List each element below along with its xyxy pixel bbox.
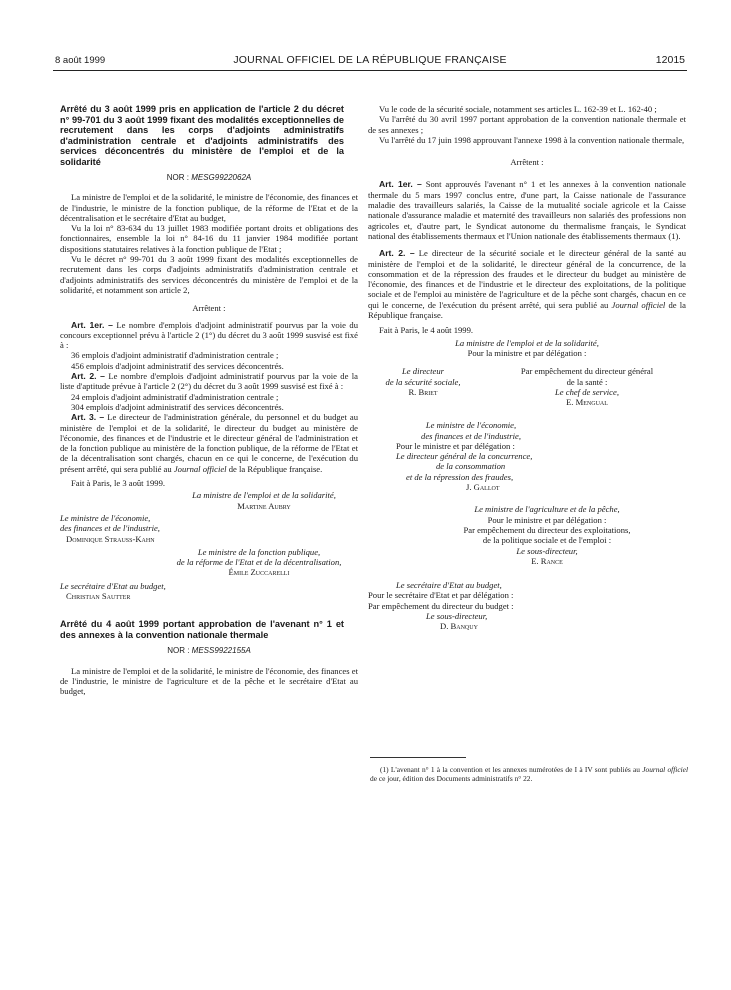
doc2-fait: Fait à Paris, le 4 août 1999. [379,325,474,336]
delegation-line: de la santé : [566,376,608,387]
signatory-name: Dominique Strauss-Kahn [66,533,155,544]
signatory-role: Le directeur général de la concurrence, [396,451,533,462]
doc2-visa-1: Vu le code de la sécurité sociale, notamment ses articles L. 162-39 et L. 162-40 ; [379,104,657,114]
article-text-end: de la République française. [368,299,686,321]
doc2-article-1 [368,179,686,241]
signatory-role: La ministre de l'emploi et de la solidarité, [192,490,336,501]
doc1-article-1 [60,320,358,351]
doc2-article-2 [368,248,686,320]
signatory-name: Émile Zuccarelli [228,567,290,578]
signatory-role: Le secrétaire d'Etat au budget, [396,580,502,591]
doc2-title: Arrêté du 4 août 1999 portant approbation de l'avenant n° 1 et des annexes à la convention nationale thermale [60,619,344,640]
doc1-signature-2 [60,513,358,544]
footnote-body: (1) L'avenant n° 1 à la convention et les annexes numérotées de I à IV sont publiés au [380,765,640,774]
signatory-role: des finances et de l'industrie, [60,523,160,534]
doc2-visa-2: Vu l'arrêté du 30 avril 1997 portant approbation de la convention nationale thermale et de ses annexes ; [368,114,686,135]
journal-officiel-ref: Journal officiel [642,765,688,774]
article-text-end: de la République française. [228,463,323,474]
doc2-signature-1 [368,338,686,359]
signatory-role: et de la répression des fraudes, [406,471,514,482]
article-label: Art. 3. – [71,412,105,423]
doc2-signature-2 [368,420,596,492]
doc2-signature-3 [368,504,686,566]
nor-code: MESS9922155A [191,646,251,656]
delegation-line: Pour le ministre et par délégation : [487,514,607,525]
signatory-name: D. Banquy [440,621,478,632]
doc1-title: Arrêté du 3 août 1999 pris en application de l'article 2 du décret n° 99-701 du 3 août 1999 fixant des modalités exceptionnelles de recrutement dans les corps d'adjoints administratifs d'administration centrale et d'adjoints administratifs des services déconcentrés du ministère de l'emploi et de la solidarité [60,104,344,167]
doc1-signature-4 [60,581,358,602]
doc1-arretent: Arrêtent : [192,303,226,314]
signatory-role: de la réforme de l'Etat et de la décentralisation, [176,557,342,568]
article-text: Sont approuvés l'avenant n° 1 et les annexes à la convention nationale thermale du 5 mars 1997 conclus entre, d'une part, la Caisse nationale de l'assurance maladie des travailleurs salariés, la Caisse de la mutualité sociale agricole et la Caisse nationale d'assurance maladie et maternité des travailleurs non salariés des professions non agricoles et, d'autre part, le Syndicat autonome du thermalisme français, le Syndicat national des établissements thermaux et l'Union nationale des établissements thermaux (1). [368,179,686,241]
article-text: Le nombre d'emplois d'adjoint administratif pourvus par la voie du concours exceptionnel prévu à l'article 2 (1°) du décret du 3 août 1999 susvisé est fixé à : [60,319,359,351]
footnote-text [370,765,688,783]
delegation-line: Pour le ministre et par délégation : [396,440,515,451]
doc1-article-2-item: 24 emplois d'adjoint administratif d'administration centrale ; [71,391,279,402]
article-text: Le directeur de l'administration générale, du personnel et du budget au ministère de l'emploi et de la solidarité, le directeur du budget au ministère de l'économie, des finances et de l'industrie et le directeur général de l'administration et de la fonction publique au ministère de la fonction publique, de la réforme de l'Etat et de la décentralisation sont chargés, chacun en ce qui le concerne, de l'exécution du présent arrêté, qui sera publié au [60,412,358,474]
signatory-role: Le sous-directeur, [426,610,488,621]
signatory-name: E. Rance [531,555,563,566]
header-page-number: 12015 [655,54,685,66]
article-label: Art. 2. – [379,248,415,259]
doc1-fait: Fait à Paris, le 3 août 1999. [71,478,166,489]
doc1-article-2 [60,371,358,392]
signatory-name: Christian Sautter [66,590,131,601]
doc2-visa-3: Vu l'arrêté du 17 juin 1998 approuvant l'annexe 1998 à la convention nationale thermale, [379,134,685,145]
footnote-end: de ce jour, édition des Documents administratifs n° 22. [370,774,533,784]
delegation-line: Pour le secrétaire d'Etat et par délégation : [368,590,514,601]
doc1-nor [60,173,358,183]
signatory-role: des finances et de l'industrie, [421,430,521,441]
delegation-line: de la politique sociale et de l'emploi : [482,535,612,546]
signatory-role: Le chef de service, [555,386,619,397]
signatory-role: Le ministre de l'économie, [60,512,151,523]
signatory-role: Le ministre de l'agriculture et de la pêche, [474,504,620,515]
page-header [55,53,685,69]
doc1-article-1-item: 36 emplois d'adjoint administratif d'administration centrale ; [71,350,279,361]
doc1-article-1-item: 456 emplois d'adjoint administratif des services déconcentrés. [71,360,284,371]
signatory-name: R. Briet [408,386,438,397]
footnote-rule [370,757,466,758]
signatory-name: E. Mengual [566,397,608,408]
doc1-signature-1 [60,490,358,511]
doc1-signature-3 [60,547,358,578]
doc1-preamble: La ministre de l'emploi et de la solidarité, le ministre de l'économie, des finances et de l'industrie, le ministre de la fonction publique, de la réforme de l'Etat et de la décentralisation et le secrétaire d'Etat au budget, [60,192,358,223]
signatory-role: La ministre de l'emploi et de la solidarité, [455,337,599,348]
signatory-role: Le ministre de la fonction publique, [197,546,321,557]
doc1-visa-1: Vu la loi n° 83-634 du 13 juillet 1983 modifiée portant droits et obligations des fonctionnaires, ensemble la loi n° 84-16 du 11 janvier 1984 modifiée portant dispositions statutaires relatives à la fonction publique de l'Etat ; [60,223,358,254]
doc1-article-3 [60,412,358,474]
delegation-line: Pour la ministre et par délégation : [467,347,587,358]
doc2-signature-1a [368,366,478,397]
signatory-role: Le directeur [402,366,444,377]
article-text: Le nombre d'emplois d'adjoint administratif pourvus par la voie de la liste d'aptitude prévue à l'article 2 (2°) du décret du 3 août 1999 susvisé est fixé à : [60,371,358,392]
header-journal-title: JOURNAL OFFICIEL DE LA RÉPUBLIQUE FRANÇAISE [233,54,507,66]
signatory-role: Le ministre de l'économie, [425,420,517,431]
signatory-name: J. Gallot [466,482,500,493]
nor-label: NOR : [166,173,189,182]
doc2-preamble: La ministre de l'emploi et de la solidarité, le ministre de l'économie, des finances et de l'industrie, le ministre de l'agriculture et de la pêche et le secrétaire d'Etat au budget, [60,665,358,697]
article-label: Art. 1er. – [379,179,422,190]
article-text: Le directeur de la sécurité sociale et le directeur général de la santé au ministère de l'emploi et de la solidarité, le directeur général de la concurrence, de la consommation et de la répression des fraudes et le directeur du budget au ministère de l'économie, des finances et de l'industrie et le directeur des exploitations, de la politique sociale et de l'emploi au ministère de l'agriculture et de la pêche sont chargés, chacun en ce qui le concerne, de l'exécution du présent arrêté, qui sera publié au [368,248,686,310]
signatory-role: Le secrétaire d'Etat au budget, [60,580,166,591]
doc2-signature-4 [368,580,598,631]
delegation-line: Par empêchement du directeur du budget : [368,600,514,611]
journal-officiel-ref: Journal officiel [173,463,227,474]
signatory-name: Martine Aubry [237,500,291,511]
nor-code: MESG9922062A [191,173,252,182]
signatory-role: Le sous-directeur, [516,545,578,556]
signatory-role: de la consommation [436,461,506,472]
doc2-arretent: Arrêtent : [510,157,544,168]
header-rule [53,70,687,71]
doc2-signature-1b [484,366,690,407]
article-label: Art. 2. – [71,371,105,382]
header-date: 8 août 1999 [55,55,106,66]
delegation-line: Par empêchement du directeur des exploitations, [463,524,631,535]
doc2-signature-1-subs [368,366,686,408]
delegation-line: Par empêchement du directeur général [520,366,654,377]
article-label: Art. 1er. – [71,319,113,330]
left-column [60,104,358,696]
journal-officiel-ref: Journal officiel [611,299,666,310]
right-column [368,104,686,632]
doc1-article-2-item: 304 emplois d'adjoint administratif des services déconcentrés. [71,401,284,412]
nor-label: NOR : [167,646,190,656]
doc1-visa-2: Vu le décret n° 99-701 du 3 août 1999 fixant des modalités exceptionnelles de recrutement dans les corps d'adjoints administratifs d'administration centrale et d'adjoints administratifs des services déconcentrés du ministère de l'emploi et de la solidarité, et notamment son article 2, [60,254,358,295]
doc2-nor [60,646,358,656]
signatory-role: de la sécurité sociale, [385,376,461,387]
footnote [370,765,688,783]
